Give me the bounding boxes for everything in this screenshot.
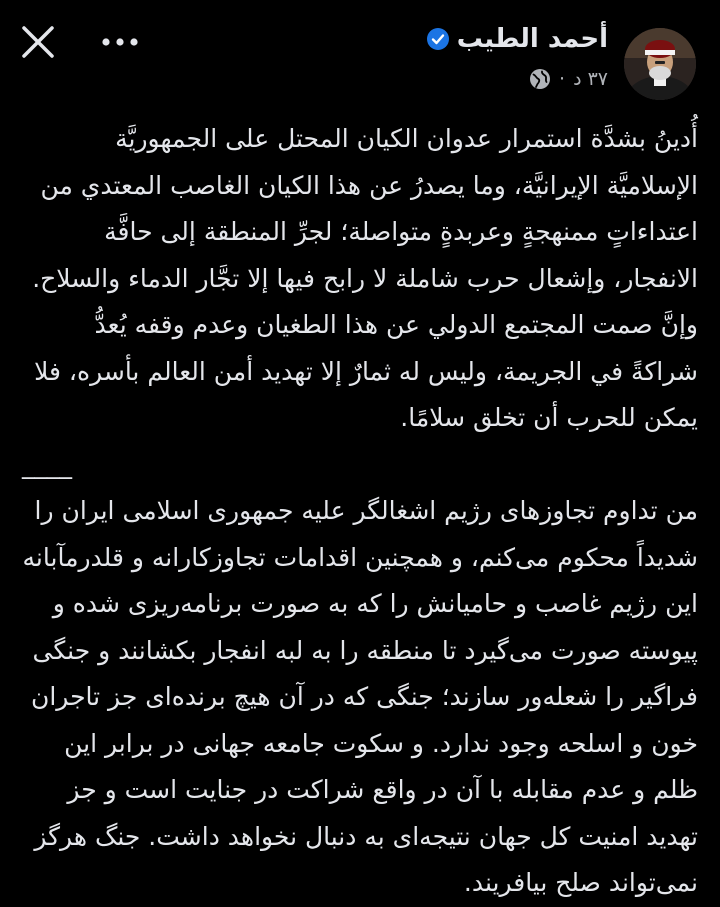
globe-icon — [529, 68, 551, 90]
author-name[interactable]: أحمد الطيب — [456, 24, 608, 54]
post-header — [0, 0, 720, 110]
author-row — [427, 24, 608, 54]
more-options-button[interactable] — [96, 28, 144, 56]
avatar[interactable] — [624, 28, 696, 100]
close-button[interactable] — [18, 22, 58, 62]
post-timestamp[interactable]: ٣٧ د — [573, 68, 608, 90]
post-text-arabic: أُدينُ بشدَّة استمرار عدوان الكيان المحتل على الجمهوريَّة الإسلاميَّة الإيرانيَّة، وما يصدرُ عن هذا الكيان الغاصب المعتدي من اعتداءاتٍ ممنهجةٍ وعربدةٍ متواصلة؛ لجرِّ المنطقة إلى حافَّة الانفجار، وإشعال حرب شاملة لا رابح فيها إلا تجَّار الدماء والسلاح. وإنَّ صمت المجتمع الدولي عن هذا الطغيان وعدم وقفه يُعدُّ شراكةً في الجريمة، وليس له ثمارٌ إلا تهديد أمن العالم بأسره، فلا يمكن للحرب أن تخلق سلامًا. — [24, 124, 698, 432]
close-icon — [18, 22, 58, 62]
author-info — [427, 24, 608, 90]
verified-badge-icon — [427, 28, 449, 50]
post-meta — [427, 68, 608, 90]
post-body — [14, 116, 698, 907]
meta-separator: · — [559, 68, 566, 90]
post-text-divider: ____ — [22, 449, 72, 479]
author-portrait-image — [624, 28, 696, 100]
more-options-icon — [96, 28, 144, 56]
post-text-persian: من تداوم تجاوزهای رژیم اشغالگر علیه جمهوری اسلامی ایران را شدیداً محکوم می‌کنم، و همچنین اقدامات تجاوزکارانه و قلدرمآبانه این رژیم غاصب و حامیانش را که به صورت برنامه‌ریزی شده و پیوسته صورت می‌گیرد تا منطقه را به لبه انفجار بکشانند و جنگی فراگیر را شعله‌ور سازند؛ جنگی که در آن هیچ برنده‌ای جز تاجران خون و اسلحه وجود ندارد. و سکوت جامعه جهانی در برابر این ظلم و عدم مقابله با آن در واقع شراکت در جنایت است و جز تهدید امنیت کل جهان نتیجه‌ای به دنبال نخواهد داشت. جنگ هرگز نمی‌تواند صلح بیافریند. — [14, 496, 698, 897]
